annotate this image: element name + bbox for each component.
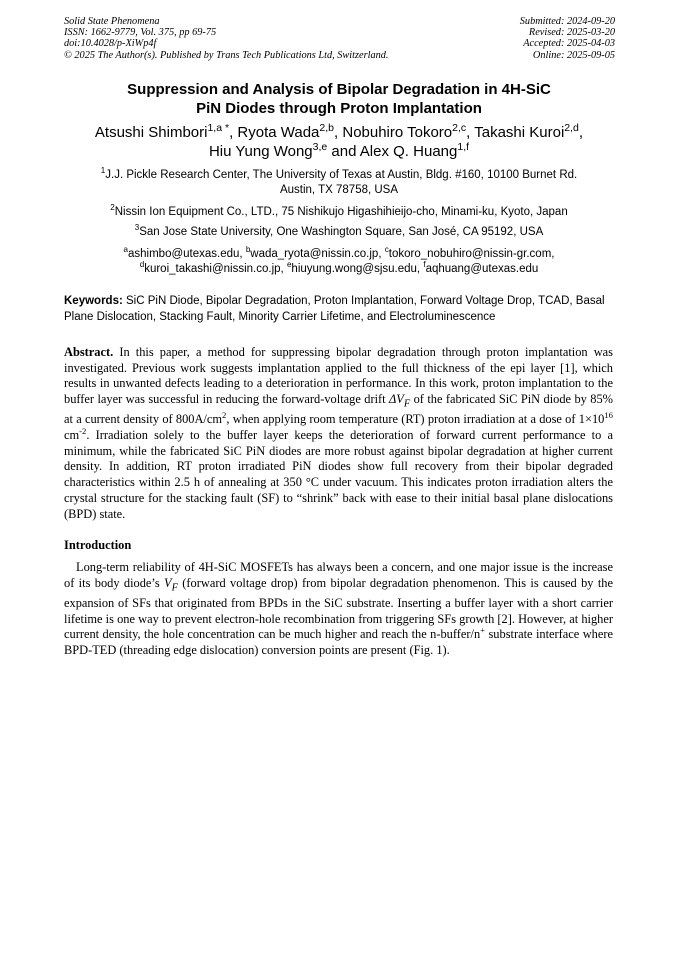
introduction-paragraph [64,560,613,659]
email-link[interactable]: ashimbo@utexas.edu, [128,248,243,260]
email-superscript: a [123,245,128,255]
affiliation-number: 2 [110,203,115,213]
journal-header-left [64,16,388,61]
abstract-subscript: F [403,398,411,410]
keywords-block [64,294,615,325]
abstract-superscript: 16 [604,410,613,421]
author-list: Atsushi Shimbori$^{1,a *}$, Ryota Wada$^{2,b}$, Nobuhiro Tokoro$^{2,c}$, Takashi Kuroi$^{2,d}$, Hiu Yung Wong$^{3,e}$ and Alex Q. Huang$^{1,f}$ [94,122,584,160]
author-joiner: and [331,143,357,160]
abstract-superscript: 2 [222,410,227,421]
email-superscript: f [423,260,426,270]
title-line-1: Suppression and Analysis of Bipolar Degradation in 4H-SiC [127,81,551,98]
copyright-line: © 2025 The Author(s). Published by Trans Tech Publications Ltd, Switzerland. [64,49,389,61]
email-superscript: c [384,245,389,255]
author-superscript: 2,c [452,122,467,134]
abstract-text: . Irradiation solely to the buffer layer keeps the deterioration of forward current performance to a minimum, while the fabricated SiC PiN diodes are more robust against bipolar degradation at higher current density. In addition, RT proton irradiated PiN diodes show full recovery from their bipolar degraded characteristics within 2.5 h of annealing at 350 °C under vacuum. This indicates proton irradiation alters the crystal structure for the stacking fault (SF) to “shrink” back with ease to their initial basal plane dislocations (BPD) state. [64,427,613,521]
email-link[interactable]: tokoro_nobuhiro@nissin-gr.com, [388,248,555,260]
author-name: Hiu Yung Wong [208,143,313,160]
abstract-text: , when applying room temperature (RT) proton irradiation at a dose of 1×10 [226,412,605,427]
journal-name: Solid State Phenomena [64,16,160,27]
affiliation-3 [60,225,618,240]
affiliation-2 [60,205,618,220]
author-superscript: 1,a * [207,122,230,134]
author-name: Takashi Kuroi [474,124,565,141]
affiliation-text: J.J. Pickle Research Center, The University of Texas at Austin, Bldg. #160, 10100 Burnet Rd. [105,169,578,181]
affiliation-1 [60,168,618,198]
keywords-text: SiC PiN Diode, Bipolar Degradation, Proton Implantation, Forward Voltage Drop, TCAD, Basal Plane Dislocation, Stacking Fault, Minority Carrier Lifetime, and Electroluminescence [64,295,605,323]
author-name: Alex Q. Huang [359,143,458,160]
email-link[interactable]: aqhuang@utexas.edu [425,263,539,275]
accepted-date: Accepted: 2025-04-03 [523,38,615,50]
intro-text: Long-term reliability of 4H-SiC MOSFETs has always been a concern, and one major issue is the increase of its body diode’s [64,560,613,590]
affiliation-number: 3 [134,223,140,233]
abstract-superscript: -2 [79,425,87,436]
intro-subscript: F [171,582,178,594]
abstract-paragraph [64,345,613,522]
intro-text: substrate interface where BPD-TED (threading edge dislocation) conversion points are present (Fig. 1). [64,627,613,657]
doi-line[interactable]: doi:10.4028/p-XiWp4f [64,38,157,50]
intro-symbol: V [164,575,172,590]
online-date: Online: 2025-09-05 [532,49,615,61]
author-superscript: 2,b [319,122,335,134]
author-name: Nobuhiro Tokoro [342,124,453,141]
revised-date: Revised: 2025-03-20 [528,27,615,39]
email-superscript: e [286,260,292,270]
affiliation-text: Austin, TX 78758, USA [279,184,399,196]
intro-text: (forward voltage drop) from bipolar degradation phenomenon. This is caused by the expansion of SFs that originated from BPDs in the SiC substrate. Inserting a buffer layer with a short carrier lifetime is one way to prevent electron-hole recombination from triggering SFs growth [2]. However, at higher current density, the hole concentration can be much higher and reach the n-buffer/n [64,575,613,642]
affiliation-text: San Jose State University, One Washington Square, San José, CA 95192, USA [139,226,544,238]
email-link[interactable]: hiuyung.wong@sjsu.edu, [291,263,421,275]
introduction-heading: Introduction [64,538,132,552]
email-link[interactable]: wada_ryota@nissin.co.jp, [250,248,382,260]
abstract-text: of the fabricated SiC PiN diode by 85% at a current density of 800A/cm [64,392,613,427]
email-superscript: b [245,245,251,255]
author-superscript: 2,d [564,122,579,134]
author-superscript: 3,e [312,141,328,153]
abstract-symbol: ΔV [389,392,404,407]
author-name: Ryota Wada [237,124,320,141]
author-name: Atsushi Shimbori [94,124,208,141]
email-list [60,247,618,277]
keywords-label: Keywords: [64,295,123,307]
intro-superscript: + [480,625,486,636]
abstract-text: In this paper, a method for suppressing bipolar degradation through proton implantation was investigated. Previous work suggests implantation applied to the full thickness of the epi layer [1], which results in unwanted defects leading to a deterioration in performance. In this work, proton implantation to the buffer layer was successful in reducing the forward-voltage drift [64,345,614,407]
author-superscript: 1,f [457,141,470,153]
paper-title [40,80,638,118]
title-line-2: PiN Diodes through Proton Implantation [196,100,482,117]
abstract-text: cm [64,427,80,442]
email-superscript: d [139,260,145,270]
journal-header-right [520,16,615,61]
email-link[interactable]: kuroi_takashi@nissin.co.jp, [144,263,284,275]
issn-line: ISSN: 1662-9779, Vol. 375, pp 69-75 [64,27,217,39]
affiliation-number: 1 [100,166,106,176]
affiliation-text: Nissin Ion Equipment Co., LTD., 75 Nishikujo Higashihieijo-cho, Minami-ku, Kyoto, Japan [114,206,568,218]
submitted-date: Submitted: 2024-09-20 [519,16,615,27]
abstract-label: Abstract. [64,345,114,359]
